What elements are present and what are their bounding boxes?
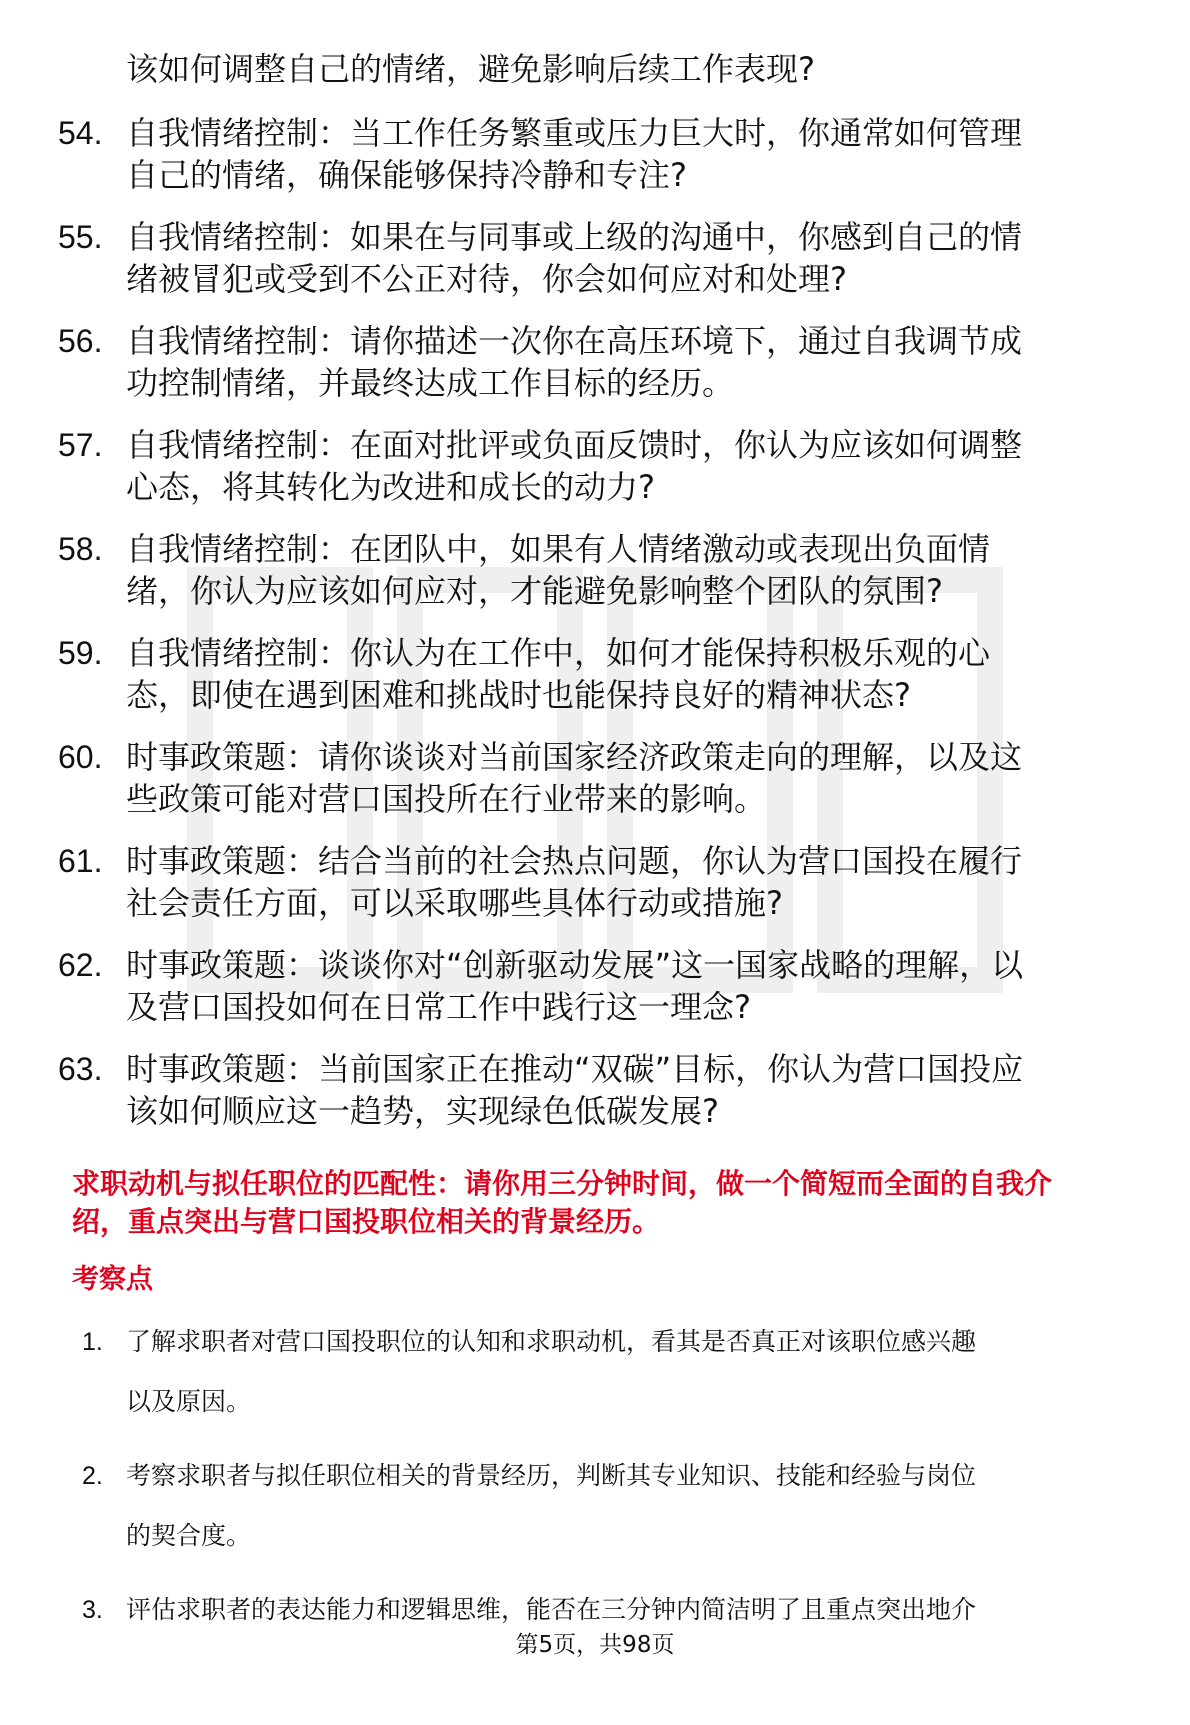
assessment-point <box>82 1323 1132 1457</box>
question-number: 61. <box>58 843 103 879</box>
question-text-line2: 自己的情绪，确保能够保持冷静和专注? <box>126 156 687 194</box>
point-text-line2: 以及原因。 <box>126 1387 252 1416</box>
question-text-line1: 自我情绪控制：当工作任务繁重或压力巨大时，你通常如何管理 <box>126 114 1023 152</box>
continuation-line: 该如何调整自己的情绪，避免影响后续工作表现? <box>126 50 815 88</box>
question-text-line1: 自我情绪控制：如果在与同事或上级的沟通中，你感到自己的情 <box>126 218 1023 256</box>
question-item <box>58 632 1138 736</box>
assessment-point <box>82 1457 1132 1591</box>
question-number: 57. <box>58 427 103 463</box>
point-text-line1: 考察求职者与拟任职位相关的背景经历，判断其专业知识、技能和经验与岗位 <box>126 1461 977 1490</box>
question-number: 56. <box>58 323 103 359</box>
question-text-line2: 社会责任方面，可以采取哪些具体行动或措施? <box>126 884 783 922</box>
section-heading-line2: 绍，重点突出与营口国投职位相关的背景经历。 <box>72 1205 661 1238</box>
point-text-line1: 了解求职者对营口国投职位的认知和求职动机，看其是否真正对该职位感兴趣 <box>126 1327 977 1356</box>
question-number: 54. <box>58 115 103 151</box>
question-item <box>58 112 1138 216</box>
point-text-line1: 评估求职者的表达能力和逻辑思维，能否在三分钟内简洁明了且重点突出地介 <box>126 1595 977 1624</box>
point-text-line2: 的契合度。 <box>126 1521 252 1550</box>
question-list <box>58 112 1138 1152</box>
question-text-line1: 时事政策题：当前国家正在推动“双碳”目标，你认为营口国投应 <box>126 1050 1024 1088</box>
question-item <box>58 320 1138 424</box>
question-text-line2: 绪，你认为应该如何应对，才能避免影响整个团队的氛围? <box>126 572 943 610</box>
question-number: 60. <box>58 739 103 775</box>
question-item <box>58 424 1138 528</box>
question-item <box>58 944 1138 1048</box>
question-number: 63. <box>58 1051 103 1087</box>
question-text-line1: 自我情绪控制：在面对批评或负面反馈时，你认为应该如何调整 <box>126 426 1023 464</box>
question-text-line2: 绪被冒犯或受到不公正对待，你会如何应对和处理? <box>126 260 847 298</box>
point-number: 3. <box>82 1596 103 1624</box>
question-text-line2: 功控制情绪，并最终达成工作目标的经历。 <box>126 364 735 402</box>
question-number: 55. <box>58 219 103 255</box>
question-number: 58. <box>58 531 103 567</box>
point-number: 1. <box>82 1328 103 1356</box>
question-text-line1: 自我情绪控制：你认为在工作中，如何才能保持积极乐观的心 <box>126 634 991 672</box>
page-footer: 第5页，共98页 <box>515 1632 675 1658</box>
question-text-line2: 态，即使在遇到困难和挑战时也能保持良好的精神状态? <box>126 676 911 714</box>
question-text-line2: 该如何顺应这一趋势，实现绿色低碳发展? <box>126 1092 719 1130</box>
question-item <box>58 736 1138 840</box>
assessment-point-list <box>82 1323 1132 1725</box>
question-item <box>58 840 1138 944</box>
assessment-title: 考察点 <box>72 1264 153 1295</box>
question-text-line1: 时事政策题：谈谈你对“创新驱动发展”这一国家战略的理解，以 <box>126 946 1024 984</box>
question-text-line2: 及营口国投如何在日常工作中践行这一理念? <box>126 988 751 1026</box>
question-number: 62. <box>58 947 103 983</box>
question-text-line1: 时事政策题：请你谈谈对当前国家经济政策走向的理解，以及这 <box>126 738 1023 776</box>
question-text-line1: 自我情绪控制：请你描述一次你在高压环境下，通过自我调节成 <box>126 322 1023 360</box>
section-heading-line1: 求职动机与拟任职位的匹配性：请你用三分钟时间，做一个简短而全面的自我介 <box>72 1167 1053 1200</box>
question-text-line1: 时事政策题：结合当前的社会热点问题，你认为营口国投在履行 <box>126 842 1023 880</box>
question-text-line2: 些政策可能对营口国投所在行业带来的影响。 <box>126 780 767 818</box>
question-text-line1: 自我情绪控制：在团队中，如果有人情绪激动或表现出负面情 <box>126 530 991 568</box>
question-text-line2: 心态，将其转化为改进和成长的动力? <box>126 468 655 506</box>
question-item <box>58 528 1138 632</box>
question-item <box>58 1048 1138 1152</box>
question-item <box>58 216 1138 320</box>
question-number: 59. <box>58 635 103 671</box>
point-number: 2. <box>82 1462 103 1490</box>
section-heading <box>72 1165 1132 1241</box>
